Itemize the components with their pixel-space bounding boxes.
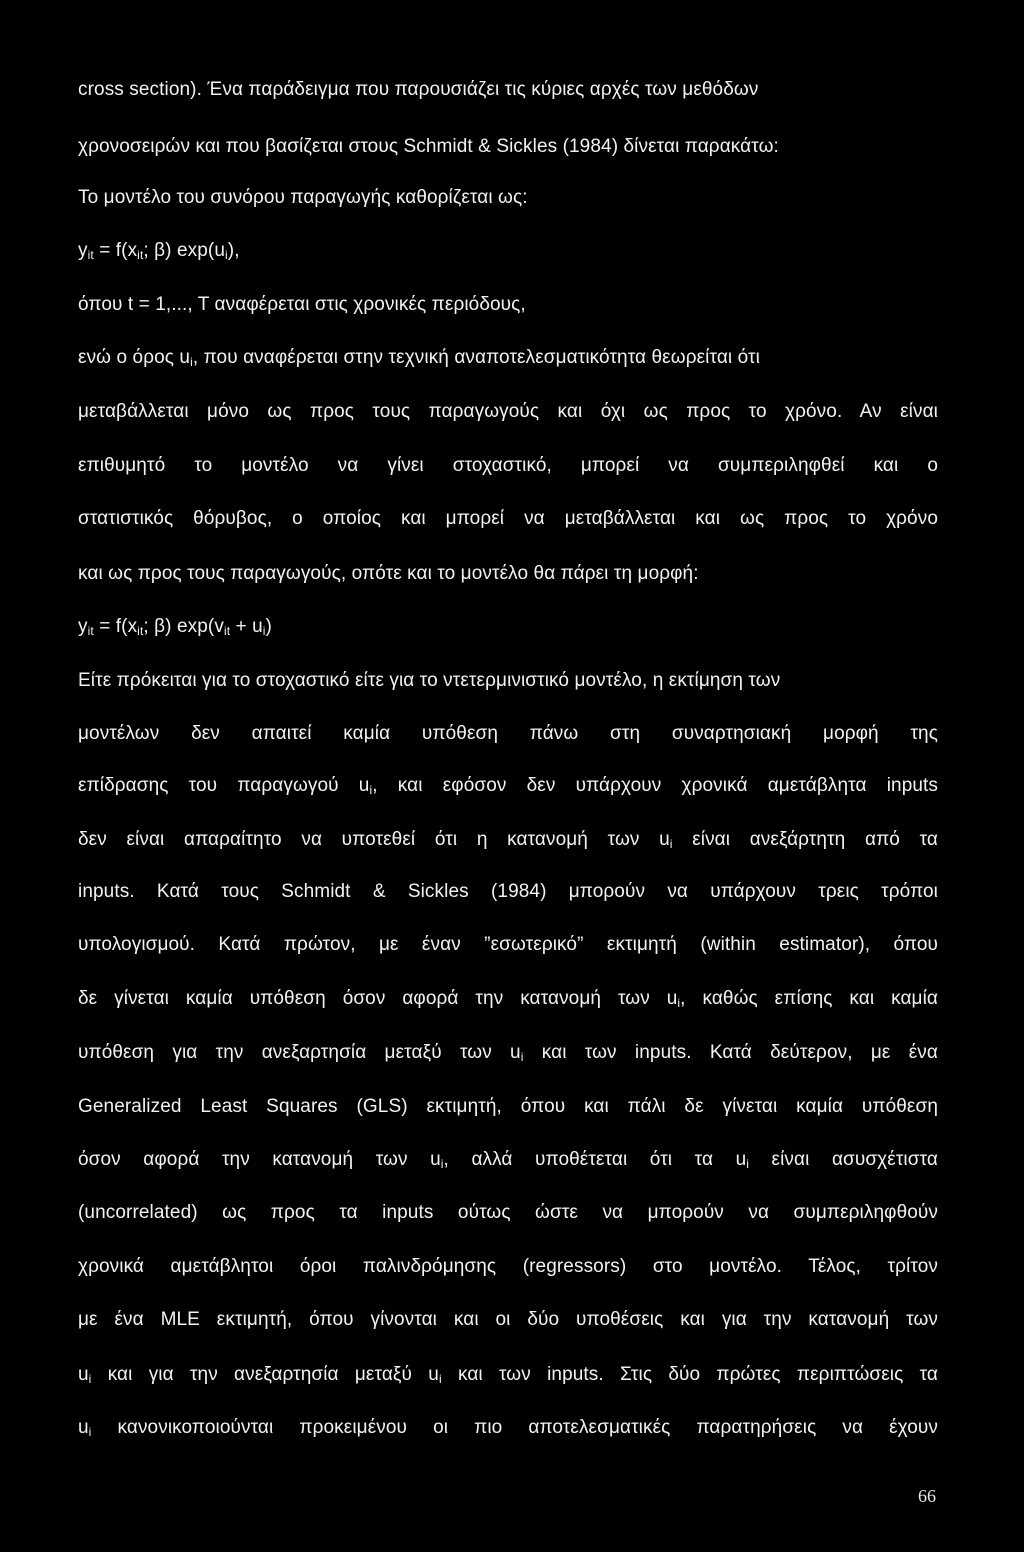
text-line: μεταβάλλεται μόνο ως προς τους παραγωγούς και όχι ως προς το χρόνο. Αν είναι xyxy=(78,401,938,422)
text-line: $y_{it} = f(x_{it}$; β) $\exp(v_{it} + u_i)$ xyxy=(78,616,272,638)
subscript: it xyxy=(137,624,144,638)
text-line: cross section). Ένα παράδειγμα που παρουσιάζει τις κύριες αρχές των μεθόδων xyxy=(78,79,759,100)
text-line: και ως προς τους παραγωγούς, οπότε και το μοντέλο θα πάρει τη μορφή: xyxy=(78,563,699,584)
subscript: i xyxy=(669,837,673,851)
text-line: υπόθεση για την ανεξαρτησία μεταξύ των $u_i$ και των inputs. Κατά δεύτερον, με ένα xyxy=(78,1042,938,1064)
text-line: inputs. Κατά τους Schmidt & Sickles (1984) μπορούν να υπάρχουν τρεις τρόποι xyxy=(78,881,938,902)
text-line: $u_i$ και για την ανεξαρτησία μεταξύ $u_i$ και των inputs. Στις δύο πρώτες περιπτώσεις τα xyxy=(78,1364,939,1386)
subscript: i xyxy=(746,1157,750,1171)
text-line: (uncorrelated) ως προς τα inputs ούτως ώστε να μπορούν να συμπεριληφθούν xyxy=(78,1202,938,1223)
text-line: $u_i$ κανονικοποιούνται προκειμένου οι πιο αποτελεσματικές παρατηρήσεις να έχουν xyxy=(78,1417,938,1439)
text-line: χρονοσειρών και που βασίζεται στους Schmidt & Sickles (1984) δίνεται παρακάτω: xyxy=(78,136,779,157)
subscript: it xyxy=(87,624,94,638)
subscript: i xyxy=(225,248,228,262)
text-line: Το μοντέλο του συνόρου παραγωγής καθορίζεται ως: xyxy=(78,187,528,208)
subscript: i xyxy=(88,1372,92,1386)
text-line: επιθυμητό το μοντέλο να γίνει στοχαστικό, μπορεί να συμπεριληφθεί και ο xyxy=(78,455,938,476)
text-line: όσον αφορά την κατανομή των $u_i$, αλλά υποθέτεται ότι τα $u_i$ είναι ασυσχέτιστα xyxy=(78,1149,938,1171)
subscript: it xyxy=(223,624,231,638)
text-line: μοντέλων δεν απαιτεί καμία υπόθεση πάνω στη συναρτησιακή μορφή της xyxy=(78,723,938,744)
text-line: $y_{it} = f(x_{it}$; β) $\exp(u_i)$, xyxy=(78,240,240,262)
subscript: i xyxy=(190,355,193,369)
subscript: it xyxy=(137,248,144,262)
subscript: i xyxy=(520,1050,524,1064)
text-line: Είτε πρόκειται για το στοχαστικό είτε για το ντετερμινιστικό μοντέλο, η εκτίμηση των xyxy=(78,670,781,691)
text-line: υπολογισμού. Κατά πρώτον, με έναν ”εσωτερικό” εκτιμητή (within estimator), όπου xyxy=(78,934,938,955)
subscript: i xyxy=(438,1372,442,1386)
subscript: i xyxy=(440,1157,444,1171)
subscript: i xyxy=(369,783,373,797)
subscript: i xyxy=(262,624,266,638)
subscript: i xyxy=(88,1425,92,1439)
text-line: όπου t = 1,..., T αναφέρεται στις χρονικές περιόδους, xyxy=(78,294,526,315)
text-line: επίδρασης του παραγωγού $u_i$, και εφόσον δεν υπάρχουν χρονικά αμετάβλητα inputs xyxy=(78,775,939,797)
text-line: δε γίνεται καμία υπόθεση όσον αφορά την κατανομή των $u_i$, καθώς επίσης και καμία xyxy=(78,988,938,1010)
text-line: ενώ ο όρος $u_i$, που αναφέρεται στην τεχνική αναποτελεσματικότητα θεωρείται ότι xyxy=(78,347,760,369)
subscript: i xyxy=(677,996,681,1010)
text-line: στατιστικός θόρυβος, ο οποίος και μπορεί να μεταβάλλεται και ως προς το χρόνο xyxy=(78,508,938,529)
subscript: it xyxy=(87,248,94,262)
text-line: με ένα MLE εκτιμητή, όπου γίνονται και οι δύο υποθέσεις και για την κατανομή των xyxy=(78,1309,938,1330)
page-number: 66 xyxy=(918,1486,936,1506)
text-line: δεν είναι απαραίτητο να υποτεθεί ότι η κατανομή των $u_i$ είναι ανεξάρτητη από τα xyxy=(78,829,938,851)
text-line: χρονικά αμετάβλητοι όροι παλινδρόμησης (regressors) στο μοντέλο. Τέλος, τρίτον xyxy=(78,1256,938,1277)
text-line: Generalized Least Squares (GLS) εκτιμητή, όπου και πάλι δε γίνεται καμία υπόθεση xyxy=(78,1096,938,1117)
